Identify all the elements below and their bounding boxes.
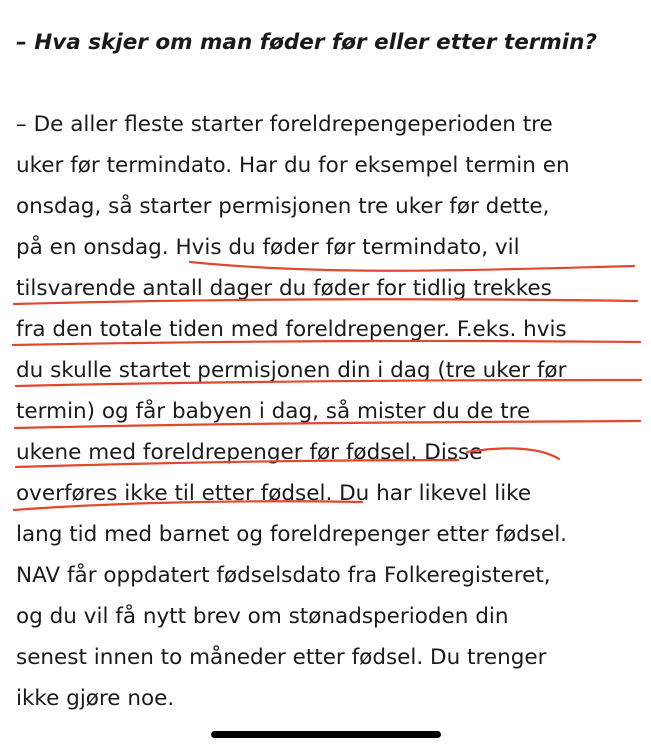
home-indicator[interactable]	[211, 731, 441, 738]
answer-line: uker før termindato. Har du for eksempel termin en	[16, 153, 570, 178]
question-heading: – Hva skjer om man føder før eller etter termin?	[16, 30, 597, 55]
answer-line: – De aller fleste starter foreldrepengeperioden tre	[16, 112, 553, 137]
answer-line: ukene med foreldrepenger før fødsel. Disse	[16, 440, 483, 465]
answer-line: du skulle startet permisjonen din i dag (tre uker før	[16, 358, 567, 383]
answer-line: overføres ikke til etter fødsel. Du har likevel like	[16, 481, 532, 506]
answer-line: ikke gjøre noe.	[16, 686, 175, 711]
answer-line: senest innen to måneder etter fødsel. Du trenger	[16, 645, 547, 670]
answer-line: tilsvarende antall dager du føder for tidlig trekkes	[16, 276, 552, 301]
answer-line: onsdag, så starter permisjonen tre uker før dette,	[16, 194, 550, 219]
answer-line: termin) og får babyen i dag, så mister du de tre	[16, 399, 531, 424]
answer-line: og du vil få nytt brev om stønadsperioden din	[16, 604, 509, 629]
answer-line: NAV får oppdatert fødselsdato fra Folkeregisteret,	[16, 563, 551, 588]
answer-line: lang tid med barnet og foreldrepenger etter fødsel.	[16, 522, 568, 547]
answer-line: fra den totale tiden med foreldrepenger. F.eks. hvis	[16, 317, 567, 342]
answer-line: på en onsdag. Hvis du føder før termindato, vil	[16, 235, 520, 260]
